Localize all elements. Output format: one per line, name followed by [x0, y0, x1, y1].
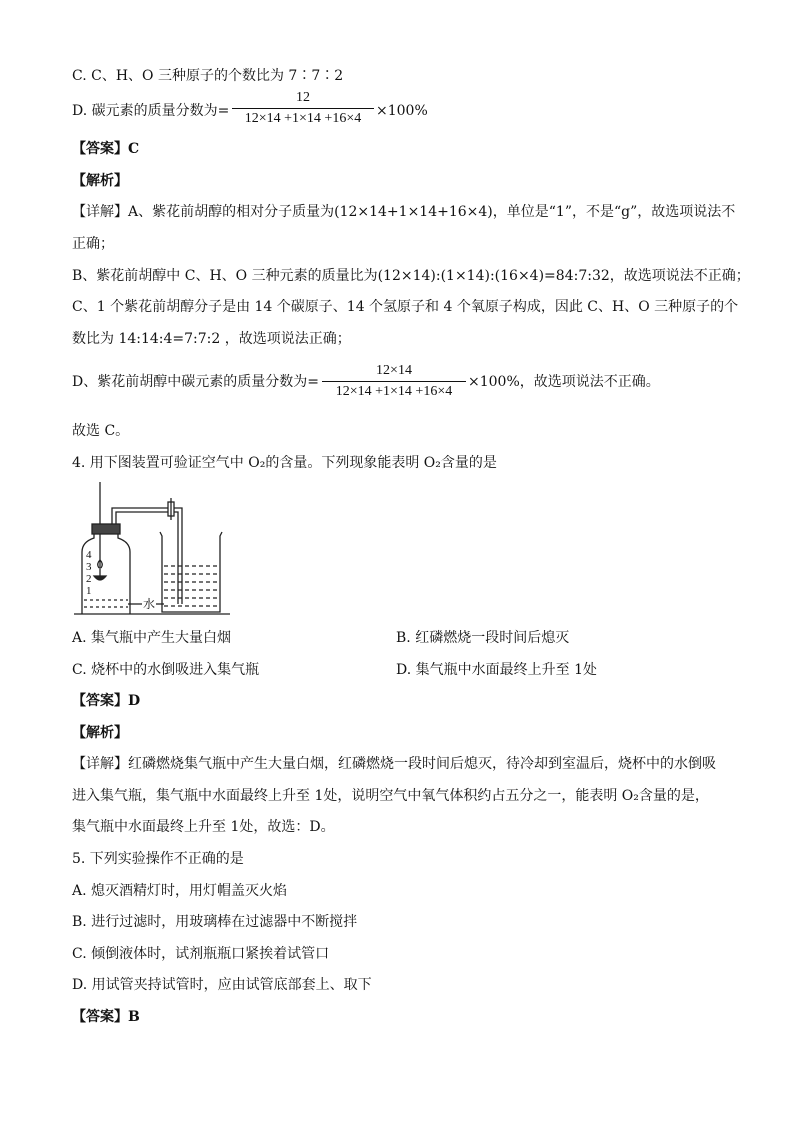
q5-stem: 5. 下列实验操作不正确的是: [72, 851, 244, 867]
q3-detail-d-suffix: ×100%，故选项说法不正确。: [468, 374, 660, 390]
q4-option-c: C. 烧杯中的水倒吸进入集气瓶: [72, 662, 260, 678]
q3-option-d-prefix: D. 碳元素的质量分数为=: [72, 103, 230, 119]
q4-stem: 4. 用下图装置可验证空气中 O₂的含量。下列现象能表明 O₂含量的是: [72, 455, 497, 471]
jar-mark-2: 2: [86, 573, 92, 585]
q3-detail-line-2: 正确；: [72, 236, 114, 252]
q5-option-b: B. 进行过滤时，用玻璃棒在过滤器中不断搅拌: [72, 914, 358, 930]
q3-detail-d-prefix: D、紫花前胡醇中碳元素的质量分数为=: [72, 374, 319, 390]
q5-option-d: D. 用试管夹持试管时，应由试管底部套上、取下: [72, 977, 372, 993]
fraction-bar: [232, 108, 374, 109]
experiment-apparatus-figure: [72, 480, 237, 620]
q3-option-d-suffix: ×100%: [376, 103, 428, 119]
fraction-numerator: 12×14: [376, 363, 412, 378]
q4-detail-line-1: 【详解】红磷燃烧集气瓶中产生大量白烟，红磷燃烧一段时间后熄灭，待冷却到室温后，烧杯中的水倒吸: [72, 756, 716, 772]
fraction-numerator: 12: [296, 90, 310, 105]
q4-option-d: D. 集气瓶中水面最终上升至 1处: [396, 662, 597, 678]
q3-option-c: C. C、H、O 三种原子的个数比为 7∶7∶2: [72, 68, 344, 84]
q3-detail-line-5: 数比为 14:14:4=7:7:2 ，故选项说法正确；: [72, 331, 351, 347]
fraction-denominator: 12×14 +1×14 +16×4: [244, 111, 362, 126]
water-label: 水: [143, 597, 156, 611]
q3-detail-line-4: C、1 个紫花前胡醇分子是由 14 个碳原子、14 个氢原子和 4 个氧原子构成，因此 C、H、O 三种原子的个: [72, 299, 739, 315]
q3-analysis-heading: 【解析】: [72, 173, 128, 189]
q3-option-d-fraction: [232, 89, 374, 128]
q3-answer: 【答案】C: [72, 141, 140, 157]
q3-detail-line-3: B、紫花前胡醇中 C、H、O 三种元素的质量比为(12×14):(1×14):(16×4)=84:7:32，故选项说法不正确；: [72, 268, 750, 284]
q4-detail-line-3: 集气瓶中水面最终上升至 1处，故选：D。: [72, 819, 335, 835]
q5-option-a: A. 熄灭酒精灯时，用灯帽盖灭火焰: [72, 883, 288, 899]
q3-detail-line-1: 【详解】A、紫花前胡醇的相对分子质量为(12×14+1×14+16×4)，单位是“1”，不是“g”，故选项说法不: [72, 204, 736, 220]
jar-mark-1: 1: [86, 585, 92, 597]
q3-detail-d-fraction: [322, 362, 466, 401]
fraction-bar: [322, 381, 466, 382]
q4-analysis-heading: 【解析】: [72, 725, 128, 741]
q4-option-b: B. 红磷燃烧一段时间后熄灭: [396, 630, 570, 646]
fraction-denominator: 12×14 +1×14 +16×4: [335, 384, 453, 399]
q4-detail-line-2: 进入集气瓶，集气瓶中水面最终上升至 1处，说明空气中氧气体积约占五分之一，能表明 O₂含量的是，: [72, 788, 709, 804]
q5-option-c: C. 倾倒液体时，试剂瓶瓶口紧挨着试管口: [72, 946, 330, 962]
q4-option-a: A. 集气瓶中产生大量白烟: [72, 630, 232, 646]
q4-answer: 【答案】D: [72, 693, 141, 709]
jar-mark-3: 3: [86, 561, 92, 573]
q3-conclusion: 故选 C。: [72, 423, 130, 439]
q5-answer: 【答案】B: [72, 1009, 140, 1025]
jar-mark-4: 4: [86, 549, 92, 561]
